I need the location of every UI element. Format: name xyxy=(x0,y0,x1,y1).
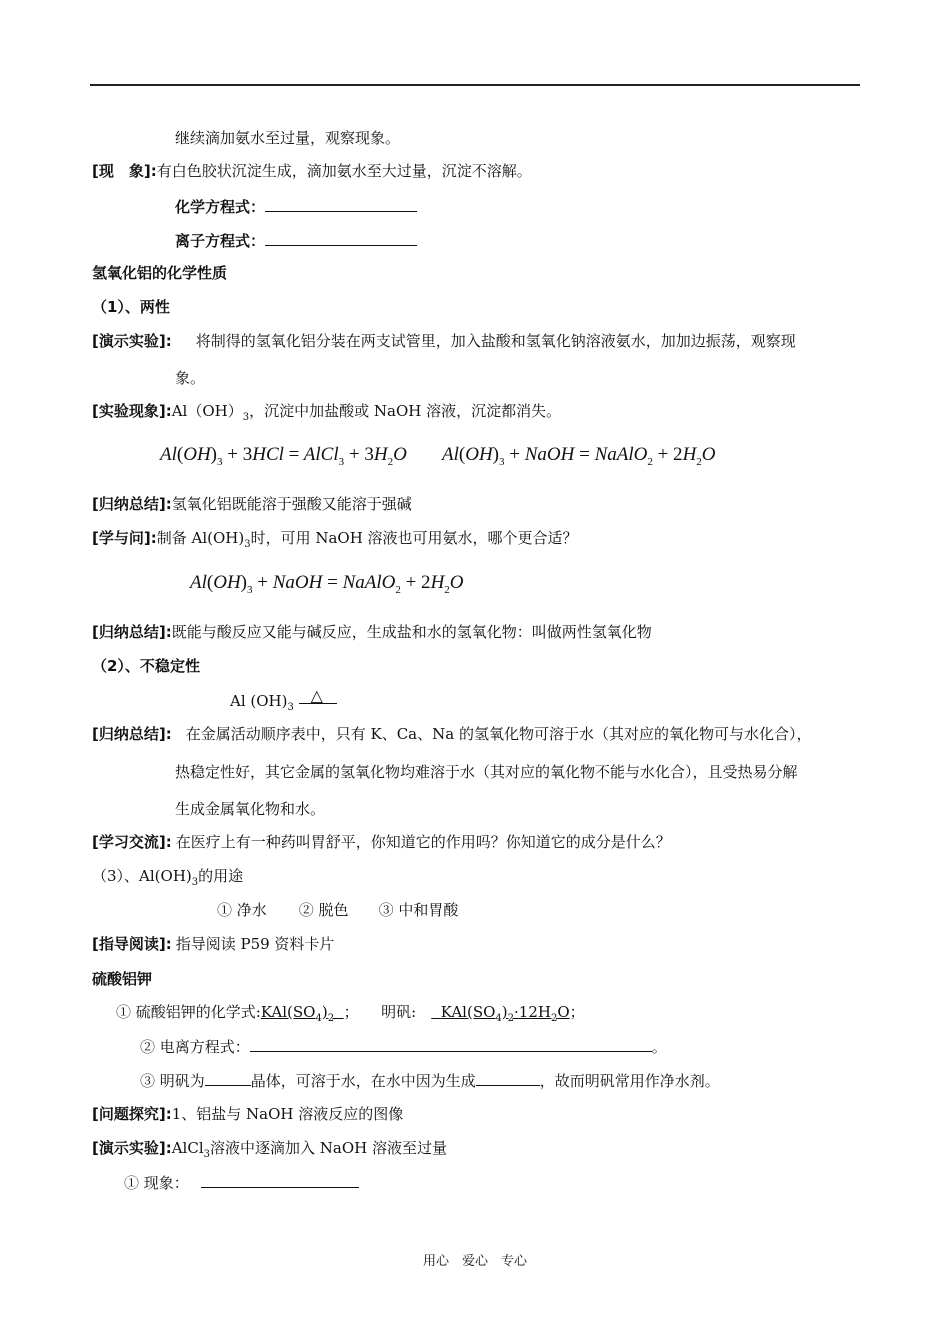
equation-3: $Al(OH)_3$ + NaOH = NaAlO$_2$ + $2H_2O$ xyxy=(190,572,464,596)
text: 。 xyxy=(651,1038,667,1056)
demo-line-cont: 象。 xyxy=(175,369,206,387)
tag: [学习交流]: xyxy=(92,833,172,851)
text: ③ 明矾为 xyxy=(140,1072,205,1090)
tag: [问题探究]: xyxy=(92,1105,172,1123)
equation-1: $Al(OH)_3 + 3HCl$ = AlCl$_3$ + $3H_2O$ xyxy=(160,444,407,468)
uses-line xyxy=(217,900,458,920)
summary-line xyxy=(92,622,652,642)
phenomenon-line xyxy=(92,161,532,181)
blank xyxy=(201,1172,359,1188)
use-item: ③ 中和胃酸 xyxy=(378,901,459,919)
demo-line xyxy=(92,1138,447,1165)
tag: [归纳总结]: xyxy=(92,725,172,743)
text: Al（OH） xyxy=(171,402,243,420)
text: ； 明矾: xyxy=(343,1003,432,1021)
problem-line xyxy=(92,1104,403,1124)
text: 既能与酸反应又能与碱反应，生成盐和水的氢氧化物：叫做两性氢氧化物 xyxy=(171,623,652,641)
tag: [学与问]: xyxy=(92,529,157,547)
tag: [归纳总结]: xyxy=(92,623,172,641)
text: ，沉淀中加盐酸或 NaOH 溶液，沉淀都消失。 xyxy=(249,402,562,420)
section-heading: 硫酸铝钾 xyxy=(92,970,153,988)
text: 时，可用 NaOH 溶液也可用氨水，哪个更合适？ xyxy=(250,529,578,547)
sub: 3 xyxy=(203,1149,210,1160)
text: 的用途 xyxy=(198,867,244,885)
ionization-line xyxy=(140,1036,667,1057)
summary-line-cont: 生成金属氧化物和水。 xyxy=(175,800,326,818)
equation-2: $Al(OH)_3$ + NaOH = NaAlO$_2$ + $2H_2O$ xyxy=(442,444,716,468)
tag: [演示实验]: xyxy=(92,332,172,350)
sub: 3 xyxy=(287,702,294,713)
sub: 3 xyxy=(191,877,199,888)
guide-line xyxy=(92,934,334,954)
text: 制备 Al(OH) xyxy=(156,529,245,547)
use-item: ② 脱色 xyxy=(298,901,349,919)
text-line: 继续滴加氨水至过量，观察现象。 xyxy=(175,129,401,147)
blank xyxy=(205,1070,251,1086)
text: 将制得的氢氧化铝分装在两支试管里，加入盐酸和氢氧化钠溶液氨水，加加边振荡，观察现 xyxy=(195,332,796,350)
text: 1、铝盐与 NaOH 溶液反应的图像 xyxy=(171,1105,404,1123)
summary-line xyxy=(92,494,412,514)
section-heading: 氢氧化铝的化学性质 xyxy=(92,264,228,282)
phenomenon-line xyxy=(124,1172,359,1193)
kal-formula: $KAl(SO_4)_2$ xyxy=(260,1003,335,1024)
text: 在医疗上有一种药叫胃舒平，你知道它的作用吗？你知道它的成分是什么？ xyxy=(175,833,671,851)
exp-phen-line xyxy=(92,401,561,428)
header-rule xyxy=(90,84,860,86)
text: AlCl xyxy=(171,1139,204,1157)
text: ② 电离方程式： xyxy=(140,1038,250,1056)
sub-heading: （2）、不稳定性 xyxy=(92,657,200,675)
text: 有白色胶状沉淀生成，滴加氨水至大过量，沉淀不溶解。 xyxy=(156,162,532,180)
sub: 3 xyxy=(244,539,251,550)
decomp-line xyxy=(230,686,339,718)
blank xyxy=(250,1036,652,1052)
heat-arrow xyxy=(299,686,339,708)
sub-heading: （1）、两性 xyxy=(92,298,170,316)
text: 氢氧化铝既能溶于强酸又能溶于强碱 xyxy=(171,495,412,513)
tag: [现 象]: xyxy=(92,162,157,180)
tag: [归纳总结]: xyxy=(92,495,172,513)
text: 晶体，可溶于水，在水中因为生成 xyxy=(250,1072,476,1090)
summary-line-cont: 热稳定性好，其它金属的氢氧化物均难溶于水（其对应的氧化物不能与水化合），且受热易分解 xyxy=(175,763,798,781)
text: 在金属活动顺序表中，只有 K、Ca、Na 的氢氧化物可溶于水（其对应的氧化物可与水化合）， xyxy=(185,725,812,743)
text: ① 硫酸铝钾的化学式: xyxy=(116,1003,261,1021)
chem-eq-line xyxy=(175,196,417,217)
demo-line xyxy=(92,331,796,351)
text: Al (OH) xyxy=(230,692,288,710)
blank xyxy=(265,230,417,246)
label: 化学方程式： xyxy=(175,198,266,216)
page-footer: 用心 爱心 专心 xyxy=(422,1254,527,1269)
text: ； xyxy=(569,1003,585,1021)
blank xyxy=(265,196,417,212)
text: 溶液中逐滴加入 NaOH 溶液至过量 xyxy=(210,1139,447,1157)
alum-use-line xyxy=(140,1070,720,1091)
tag: [指导阅读]: xyxy=(92,935,172,953)
delta-icon: △ xyxy=(310,686,323,705)
sub: 3 xyxy=(242,412,250,423)
tag: [实验现象]: xyxy=(92,402,172,420)
blank xyxy=(476,1070,540,1086)
text: （3）、Al(OH) xyxy=(92,867,192,885)
exchange-line xyxy=(92,832,671,852)
ion-eq-line xyxy=(175,230,417,251)
summary-line xyxy=(92,724,811,744)
label: 离子方程式： xyxy=(175,232,266,250)
text: 指导阅读 P59 资料卡片 xyxy=(175,935,335,953)
learn-ask-line xyxy=(92,528,578,555)
alum-formula: $KAl(SO_4)_2\cdot 12H_2O$ xyxy=(440,1003,570,1024)
text: ① 现象： xyxy=(124,1174,189,1192)
sub-heading xyxy=(92,866,243,893)
text: ，故而明矾常用作净水剂。 xyxy=(539,1072,720,1090)
tag: [演示实验]: xyxy=(92,1139,172,1157)
use-item: ① 净水 xyxy=(217,901,267,919)
alum-formula-line xyxy=(116,1002,585,1029)
